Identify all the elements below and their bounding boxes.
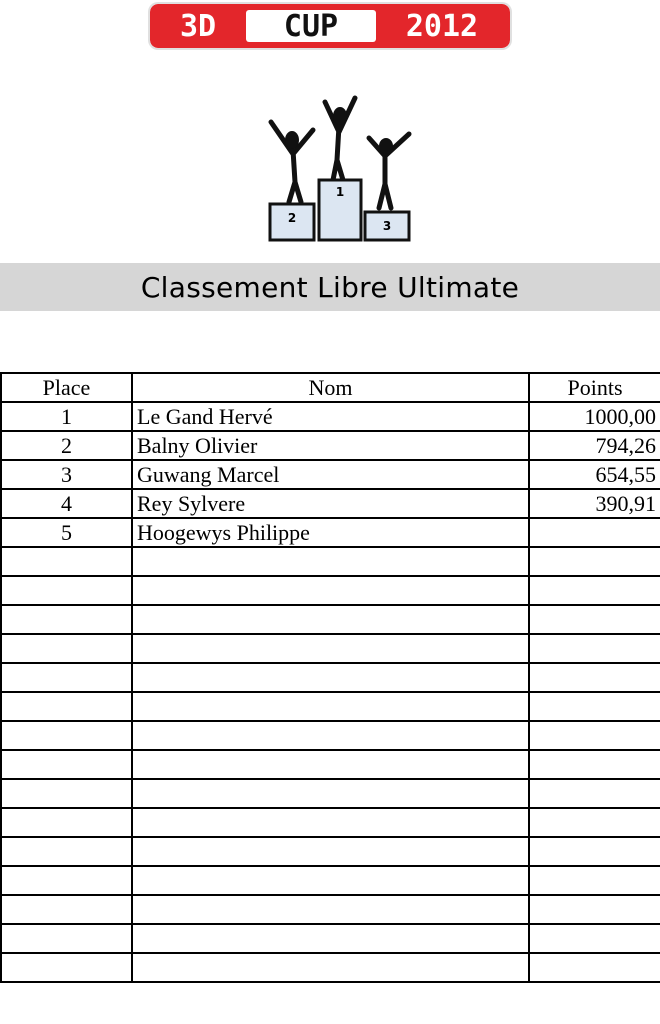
empty-cell-points xyxy=(529,663,660,692)
empty-table-row xyxy=(1,866,660,895)
empty-cell-nom xyxy=(132,547,529,576)
empty-cell-points xyxy=(529,924,660,953)
empty-cell-points xyxy=(529,634,660,663)
empty-cell-place xyxy=(1,634,132,663)
empty-table-row xyxy=(1,808,660,837)
empty-cell-place xyxy=(1,663,132,692)
header-nom: Nom xyxy=(132,373,529,402)
cell-points: 1000,00 xyxy=(529,402,660,431)
podium-label-3: 3 xyxy=(382,219,392,233)
head-third xyxy=(379,138,393,154)
empty-cell-place xyxy=(1,895,132,924)
empty-table-row xyxy=(1,692,660,721)
svg-text:CUP: CUP xyxy=(283,9,339,44)
empty-cell-nom xyxy=(132,779,529,808)
empty-table-row xyxy=(1,953,660,982)
title-banner xyxy=(0,263,660,311)
empty-cell-place xyxy=(1,779,132,808)
empty-cell-points xyxy=(529,837,660,866)
table-header-row xyxy=(1,373,660,402)
empty-cell-place xyxy=(1,547,132,576)
table-row xyxy=(1,460,660,489)
logo-graphic xyxy=(150,4,510,48)
cell-place: 1 xyxy=(1,402,132,431)
empty-table-row xyxy=(1,576,660,605)
empty-cell-place xyxy=(1,692,132,721)
empty-table-row xyxy=(1,779,660,808)
cell-nom: Balny Olivier xyxy=(132,431,529,460)
empty-cell-nom xyxy=(132,808,529,837)
empty-cell-place xyxy=(1,750,132,779)
empty-table-row xyxy=(1,605,660,634)
empty-cell-nom xyxy=(132,576,529,605)
empty-cell-nom xyxy=(132,895,529,924)
table-row xyxy=(1,431,660,460)
empty-cell-points xyxy=(529,953,660,982)
empty-table-row xyxy=(1,663,660,692)
head-second xyxy=(285,131,299,149)
empty-cell-place xyxy=(1,953,132,982)
cell-points xyxy=(529,518,660,547)
empty-cell-points xyxy=(529,721,660,750)
cell-nom: Rey Sylvere xyxy=(132,489,529,518)
empty-table-row xyxy=(1,924,660,953)
empty-cell-place xyxy=(1,576,132,605)
empty-table-row xyxy=(1,750,660,779)
cell-place: 3 xyxy=(1,460,132,489)
empty-cell-nom xyxy=(132,750,529,779)
cell-nom: Hoogewys Philippe xyxy=(132,518,529,547)
podium-illustration xyxy=(265,88,415,244)
cell-points: 654,55 xyxy=(529,460,660,489)
empty-cell-points xyxy=(529,605,660,634)
podium-label-2: 2 xyxy=(287,211,297,225)
empty-cell-place xyxy=(1,837,132,866)
table-row xyxy=(1,518,660,547)
empty-table-row xyxy=(1,895,660,924)
empty-cell-nom xyxy=(132,663,529,692)
empty-cell-nom xyxy=(132,837,529,866)
empty-cell-nom xyxy=(132,924,529,953)
empty-cell-nom xyxy=(132,692,529,721)
empty-table-row xyxy=(1,721,660,750)
empty-table-row xyxy=(1,547,660,576)
svg-text:2012: 2012 xyxy=(405,9,479,44)
header-place: Place xyxy=(1,373,132,402)
cell-points: 794,26 xyxy=(529,431,660,460)
empty-cell-points xyxy=(529,576,660,605)
empty-cell-points xyxy=(529,808,660,837)
empty-cell-nom xyxy=(132,634,529,663)
cell-points: 390,91 xyxy=(529,489,660,518)
cell-place: 4 xyxy=(1,489,132,518)
empty-cell-nom xyxy=(132,866,529,895)
empty-cell-points xyxy=(529,750,660,779)
cell-place: 5 xyxy=(1,518,132,547)
empty-cell-points xyxy=(529,895,660,924)
svg-text:3D: 3D xyxy=(179,9,217,44)
empty-cell-place xyxy=(1,721,132,750)
page-title: Classement Libre Ultimate xyxy=(140,270,520,304)
table-row xyxy=(1,402,660,431)
empty-cell-points xyxy=(529,779,660,808)
podium-label-1: 1 xyxy=(335,185,345,199)
empty-cell-place xyxy=(1,924,132,953)
logo-3d-cup-2012 xyxy=(150,4,510,48)
table-row xyxy=(1,489,660,518)
empty-cell-nom xyxy=(132,721,529,750)
cell-nom: Guwang Marcel xyxy=(132,460,529,489)
empty-cell-points xyxy=(529,692,660,721)
empty-cell-place xyxy=(1,808,132,837)
empty-cell-nom xyxy=(132,953,529,982)
cell-nom: Le Gand Hervé xyxy=(132,402,529,431)
cell-place: 2 xyxy=(1,431,132,460)
head-first xyxy=(333,107,347,125)
results-table xyxy=(0,372,660,983)
empty-cell-points xyxy=(529,547,660,576)
empty-cell-place xyxy=(1,866,132,895)
empty-cell-points xyxy=(529,866,660,895)
header-points: Points xyxy=(529,373,660,402)
empty-cell-place xyxy=(1,605,132,634)
empty-table-row xyxy=(1,837,660,866)
empty-table-row xyxy=(1,634,660,663)
empty-cell-nom xyxy=(132,605,529,634)
